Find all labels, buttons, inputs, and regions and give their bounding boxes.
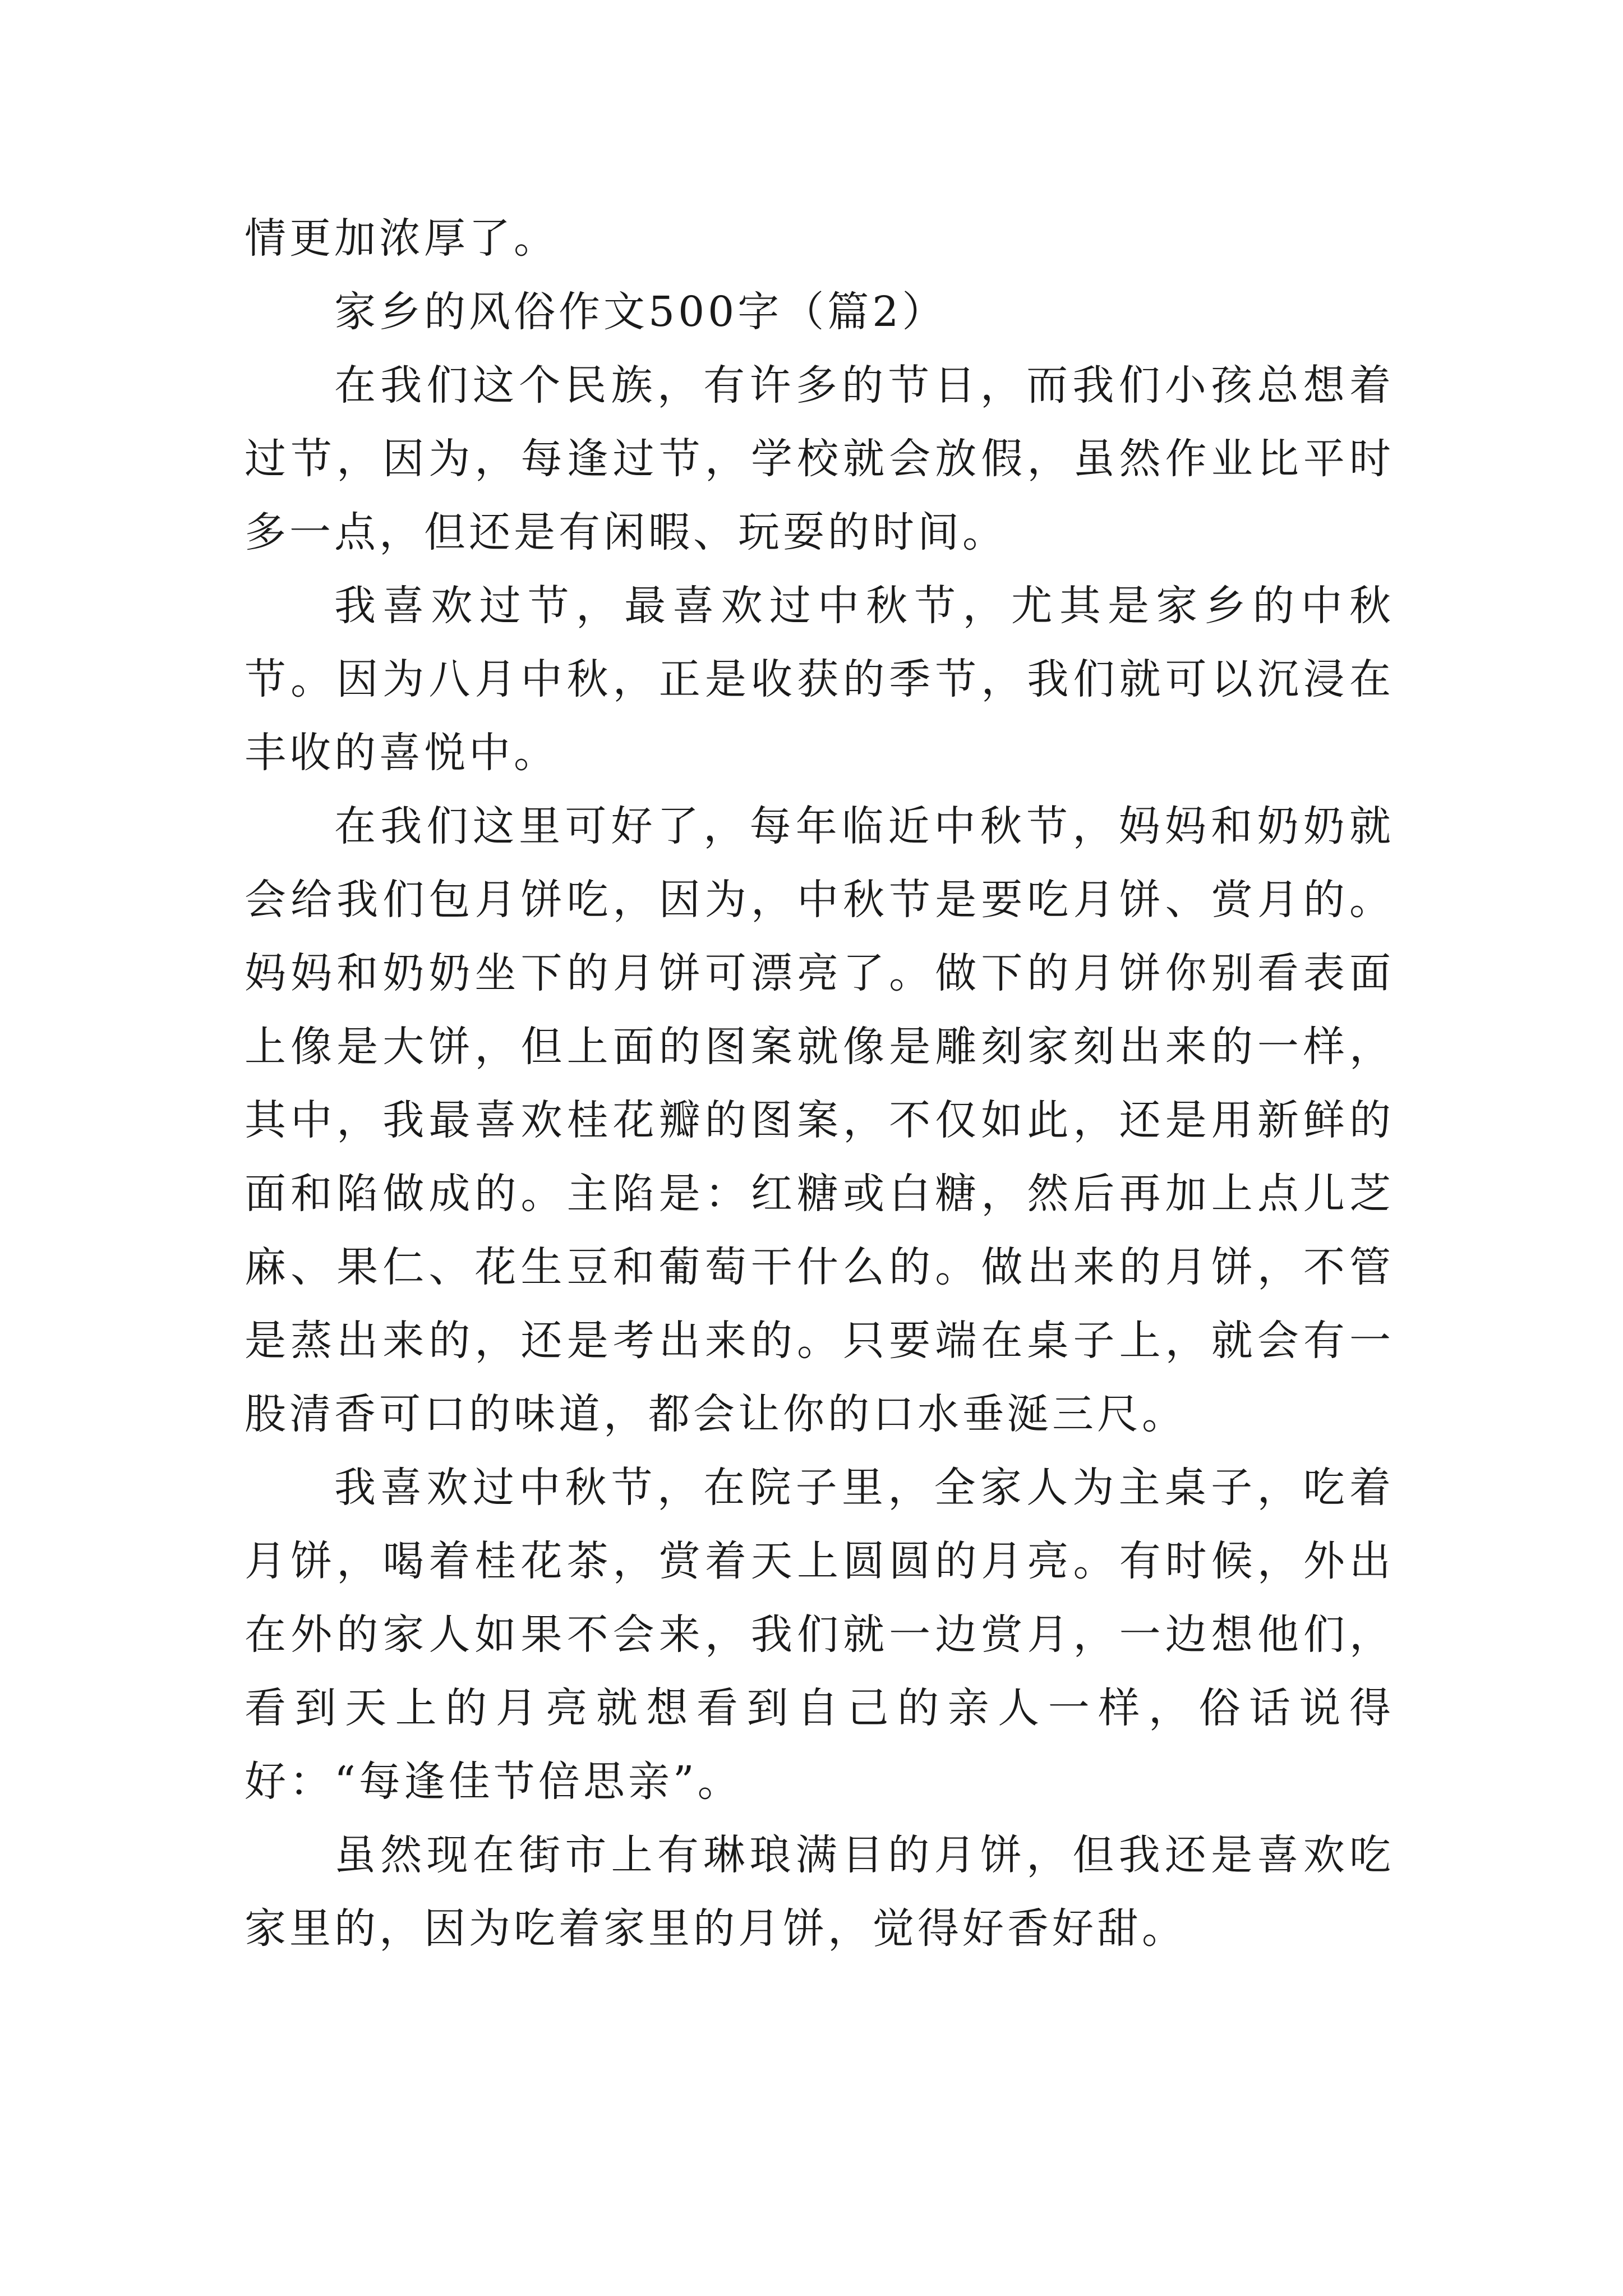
essay-heading: 家乡的风俗作文500字（篇2）	[334, 288, 947, 336]
paragraph-3: 在我们这里可好了，每年临近中秋节，妈妈和奶奶就会给我们包月饼吃，因为，中秋节是要吃月饼、赏月的。妈妈和奶奶坐下的月饼可漂亮了。做下的月饼你别看表面上像是大饼，但上面的图案就像是雕刻家刻出来的一样，其中，我最喜欢桂花瓣的图案，不仅如此，还是用新鲜的面和陷做成的。主陷是：红糖或白糖，然后再加上点儿芝麻、果仁、花生豆和葡萄干什么的。做出来的月饼，不管是蒸出来的，还是考出来的。只要端在桌子上，就会有一股清香可口的味道，都会让你的口水垂涎三尺。	[245, 802, 1394, 1438]
paragraph-4: 我喜欢过中秋节，在院子里，全家人为主桌子，吃着月饼，喝着桂花茶，赏着天上圆圆的月亮。有时候，外出在外的家人如果不会来，我们就一边赏月，一边想他们，看到天上的月亮就想看到自己的亲人一样，俗话说得好：“每逢佳节倍思亲”。	[245, 1464, 1394, 1806]
continuation-line: 情更加浓厚了。	[245, 214, 559, 263]
paragraph-5: 虽然现在街市上有琳琅满目的月饼，但我还是喜欢吃家里的，因为吃着家里的月饼，觉得好香好甜。	[245, 1831, 1394, 1953]
document-body	[245, 202, 1394, 1966]
paragraph-2: 我喜欢过节，最喜欢过中秋节，尤其是家乡的中秋节。因为八月中秋，正是收获的季节，我们就可以沉浸在丰收的喜悦中。	[245, 582, 1394, 777]
paragraph-1: 在我们这个民族，有许多的节日，而我们小孩总想着过节，因为，每逢过节，学校就会放假，虽然作业比平时多一点，但还是有闲暇、玩耍的时间。	[245, 361, 1394, 556]
